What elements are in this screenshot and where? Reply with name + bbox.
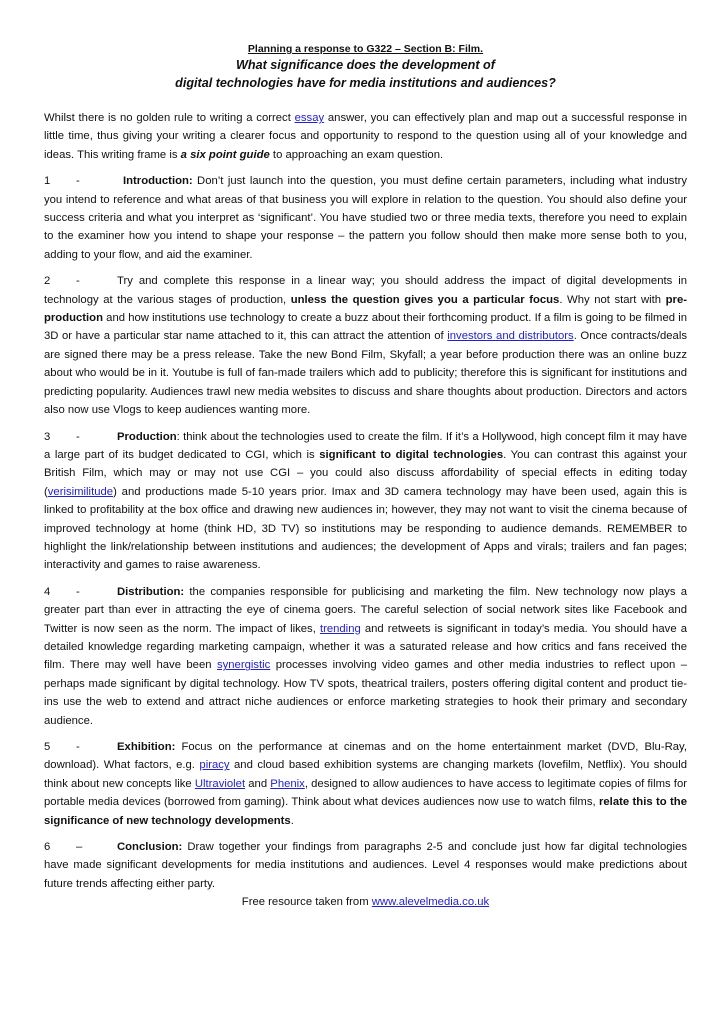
- point-number: 6: [44, 841, 51, 854]
- point-dash: -: [76, 585, 80, 598]
- point-dash: -: [76, 430, 80, 443]
- verisimilitude-link[interactable]: verisimilitude: [47, 485, 114, 498]
- point-title: Conclusion:: [117, 841, 183, 854]
- point-text: : think about the technologies used to create the film. If it’s a Hollywood, high concept film it may have a large part of its budget dedicated to CGI, which is: [44, 430, 687, 461]
- point-text: Draw together your findings from paragraphs 2-5 and conclude just how far digital technologies have made significant developments for media institutions and audiences. Level 4 responses would make predictions about future trends affecting either party.: [44, 841, 687, 890]
- header-question-line-1: What significance does the development of: [236, 58, 495, 72]
- trending-link[interactable]: trending: [319, 622, 361, 635]
- point-text: Try and complete this response in a linear way; you should address the impact of digital developments in technology at the various stages of production,: [44, 275, 687, 306]
- point-text: and how institutions use technology to create a buzz about their forthcoming product. If a film is going to be filmed in 3D or have a particular star name attached to it, this can attract the attention of: [44, 312, 687, 343]
- point-number: 4: [44, 585, 51, 598]
- point-text: processes involving video games and other media industries to reflect upon – perhaps made significant by digital technology. How TV spots, theatrical trailers, posters offering digital content and product tie-ins use the web to extend and attract niche audiences or enforce marketing strategies to hook their primary and secondary audience.: [44, 659, 687, 727]
- six-point-guide-emphasis: a six point guide: [180, 148, 270, 161]
- point-title: Distribution:: [117, 585, 185, 598]
- point-emphasis: pre-production: [44, 293, 687, 325]
- phenix-link[interactable]: Phenix: [270, 777, 305, 790]
- point-number: 1: [44, 175, 51, 188]
- point-text: ) and productions made 5-10 years prior. Imax and 3D camera technology may have been used, again this is linked to profitability at the box office and drawing new audiences in; however, they may not want to visit the cinema because of improved technology at home (think HD, 3D TV) so institutions may be responding to audience demands. REMEMBER to highlight the link/relationship between institutions and audiences; the development of Apps and virals; trailers and fan pages; interactivity and games to raise awareness.: [44, 485, 687, 572]
- intro-text: Whilst there is no golden rule to writing a correct: [44, 112, 295, 124]
- point-dash: -: [76, 275, 80, 288]
- point-text: .: [290, 814, 294, 827]
- header-question-line-2: digital technologies have for media institutions and audiences?: [175, 76, 556, 90]
- point-text: the companies responsible for publicising and marketing the film. New technology now plays a greater part than ever in attracting the eye of cinema goers. The careful selection of social network sites like Facebook and Twitter is now seen as the norm. The impact of likes,: [44, 585, 687, 635]
- point-dash: -: [76, 741, 80, 753]
- piracy-link[interactable]: piracy: [199, 759, 230, 772]
- essay-link[interactable]: essay: [294, 112, 325, 124]
- header-subtitle: Planning a response to G322 – Section B: Film.: [247, 43, 484, 55]
- investors-distributors-link[interactable]: investors and distributors: [447, 330, 574, 343]
- intro-paragraph: [44, 109, 687, 164]
- point-1-introduction: [44, 172, 687, 264]
- point-emphasis: unless the question gives you a particular focus: [290, 293, 560, 306]
- point-number: 2: [44, 275, 51, 288]
- ultraviolet-link[interactable]: Ultraviolet: [194, 777, 246, 790]
- footer-text: Free resource taken from: [241, 896, 372, 909]
- point-number: 3: [44, 430, 51, 443]
- point-title: Production: [117, 430, 177, 443]
- point-dash: -: [76, 175, 80, 188]
- intro-text: to approaching an exam question.: [269, 148, 444, 161]
- point-text: and: [245, 777, 271, 790]
- point-title: Exhibition:: [117, 741, 176, 753]
- point-3-production: [44, 428, 687, 575]
- point-text: , designed to allow audiences to have access to legitimate copies of films for portable media devices (borrowed from gaming). Think about what devices audiences now use to watch films,: [44, 777, 687, 809]
- point-text: Focus on the performance at cinemas and on the home entertainment market (DVD, Blu-Ray, download). What factors, e.g.: [44, 741, 687, 772]
- point-text: and retweets is significant in today’s media. You should have a detailed knowledge regarding marketing campaign, whether it was a saturated release and how critics and fans received the film. There may well have been: [44, 622, 687, 672]
- footer-credit: [44, 894, 687, 910]
- point-6-conclusion: [44, 838, 687, 893]
- point-text: . You can contrast this against your British Film, which may or may not use CGI – you could also discuss affordability of special effects in editing today (: [44, 448, 687, 498]
- point-emphasis: significant to digital technologies: [319, 448, 504, 461]
- point-dash: –: [76, 841, 83, 854]
- document-header: [44, 42, 687, 92]
- document-page: [44, 42, 687, 910]
- point-text: . Once contracts/deals are signed there may be a press release. Take the new Bond Film, Skyfall; a year before production there was an online buzz about who would be in it. Youtube is full of fan-made trailers which add to publicity; therefore this is significant for institutions and predicting popularity. Audiences trawl new media websites to discuss and share thoughts about production. Directors and actors also now use Vlogs to keep audiences wanting more.: [44, 330, 687, 417]
- point-emphasis: relate this to the significance of new technology developments: [44, 796, 687, 827]
- point-2-pre-production: [44, 272, 687, 419]
- point-5-exhibition: [44, 738, 687, 830]
- alevelmedia-link[interactable]: www.alevelmedia.co.uk: [371, 896, 490, 909]
- point-text: and cloud based exhibition systems are changing markets (lovefilm, Netflix). You should think about new concepts like: [44, 759, 687, 790]
- point-text: Don’t just launch into the question, you must define certain parameters, including what industry you intend to reference and what areas of that business you will explore in relation to the question. You should also define your success criteria and what you interpret as ‘significant’. You have studied two or three media texts, therefore you need to explain to the examiner how you intend to shape your response – the pattern you follow should then make more sense both to you, adding to your flow, and aid the examiner.: [44, 175, 687, 261]
- synergistic-link[interactable]: synergistic: [216, 659, 271, 672]
- point-4-distribution: [44, 583, 687, 730]
- intro-text: answer, you can effectively plan and map out a successful response in little time, thus giving your writing a clearer focus and opportunity to respond to the question using all of your knowledge and ideas. This writing frame is: [44, 112, 687, 161]
- point-text: . Why not start with: [559, 293, 666, 306]
- point-title: Introduction:: [123, 175, 193, 188]
- point-number: 5: [44, 741, 51, 753]
